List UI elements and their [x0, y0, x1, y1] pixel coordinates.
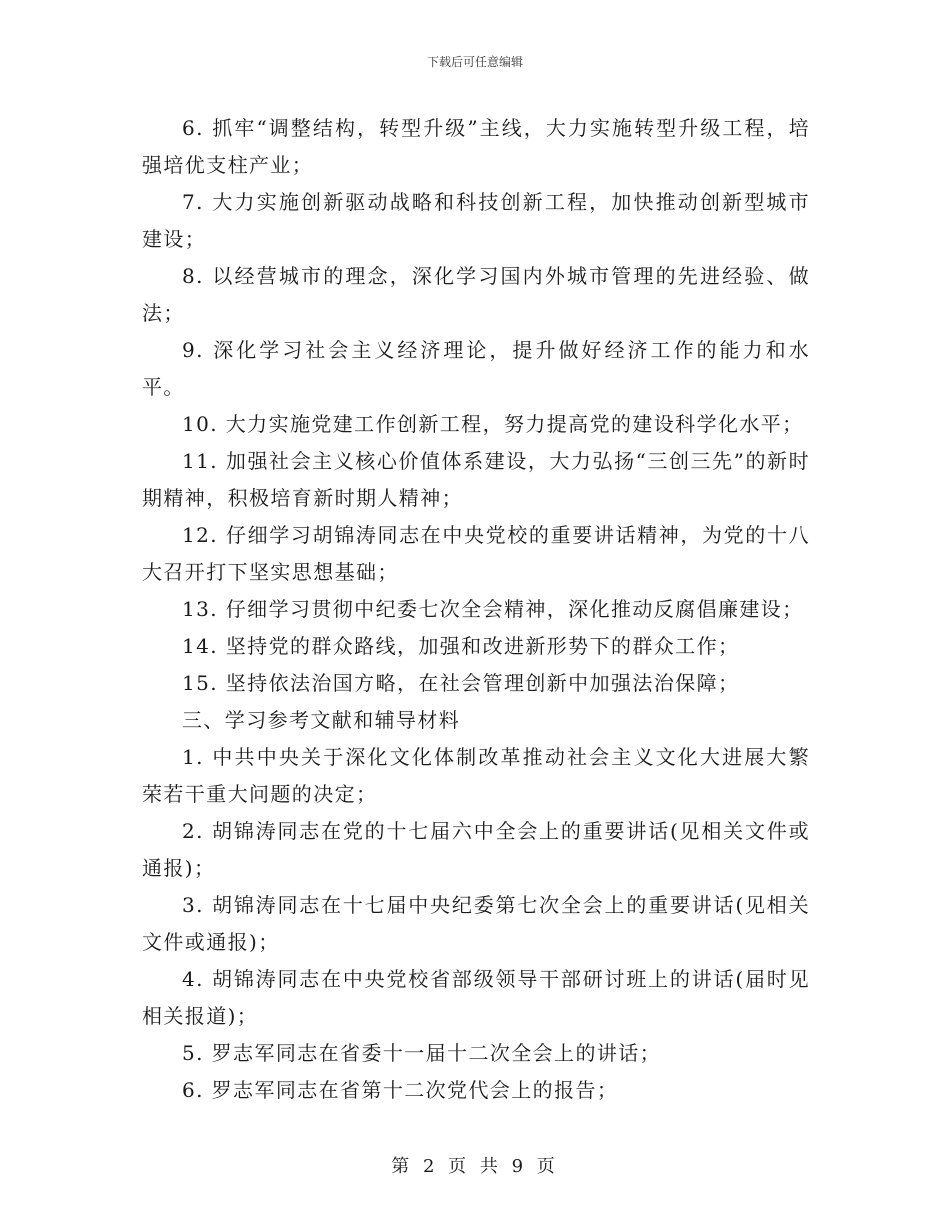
paragraph-item-7: 7. 大力实施创新驱动战略和科技创新工程，加快推动创新型城市建设； — [142, 190, 810, 251]
page-header-note: 下载后可任意编辑 — [426, 55, 523, 69]
page-number-footer: 第 2 页 共 9 页 — [391, 1156, 559, 1177]
reference-item-6: 6. 罗志军同志在省第十二次党代会上的报告； — [182, 1078, 619, 1102]
reference-item-3: 3. 胡锦涛同志在十七届中央纪委第七次全会上的重要讲话(见相关文件或通报)； — [142, 893, 810, 954]
paragraph-item-11: 11. 加强社会主义核心价值体系建设，大力弘扬“三创三先”的新时期精神，积极培育新时期人精神； — [142, 449, 810, 510]
paragraph-item-13: 13. 仔细学习贯彻中纪委七次全会精神，深化推动反腐倡廉建设； — [182, 597, 804, 621]
paragraph-item-6: 6. 抓牢“调整结构，转型升级”主线，大力实施转型升级工程，培强培优支柱产业； — [142, 116, 810, 177]
document-body — [142, 110, 810, 1109]
paragraph-item-12: 12. 仔细学习胡锦涛同志在中央党校的重要讲话精神，为党的十八大召开打下坚实思想基础； — [142, 523, 810, 584]
paragraph-item-9: 9. 深化学习社会主义经济理论，提升做好经济工作的能力和水平。 — [142, 338, 810, 399]
paragraph-item-8: 8. 以经营城市的理念，深化学习国内外城市管理的先进经验、做法； — [142, 264, 810, 325]
section-heading-references: 三、学习参考文献和辅导材料 — [182, 708, 461, 732]
reference-item-1: 1. 中共中央关于深化文化体制改革推动社会主义文化大进展大繁荣若干重大问题的决定； — [142, 745, 810, 806]
paragraph-item-15: 15. 坚持依法治国方略，在社会管理创新中加强法治保障； — [182, 671, 740, 695]
paragraph-item-10: 10. 大力实施党建工作创新工程，努力提高党的建设科学化水平； — [182, 412, 804, 436]
paragraph-item-14: 14. 坚持党的群众路线，加强和改进新形势下的群众工作； — [182, 634, 740, 658]
reference-item-4: 4. 胡锦涛同志在中央党校省部级领导干部研讨班上的讲话(届时见相关报道)； — [142, 967, 810, 1028]
reference-item-5: 5. 罗志军同志在省委十一届十二次全会上的讲话； — [182, 1041, 662, 1065]
reference-item-2: 2. 胡锦涛同志在党的十七届六中全会上的重要讲话(见相关文件或通报)； — [142, 819, 810, 880]
